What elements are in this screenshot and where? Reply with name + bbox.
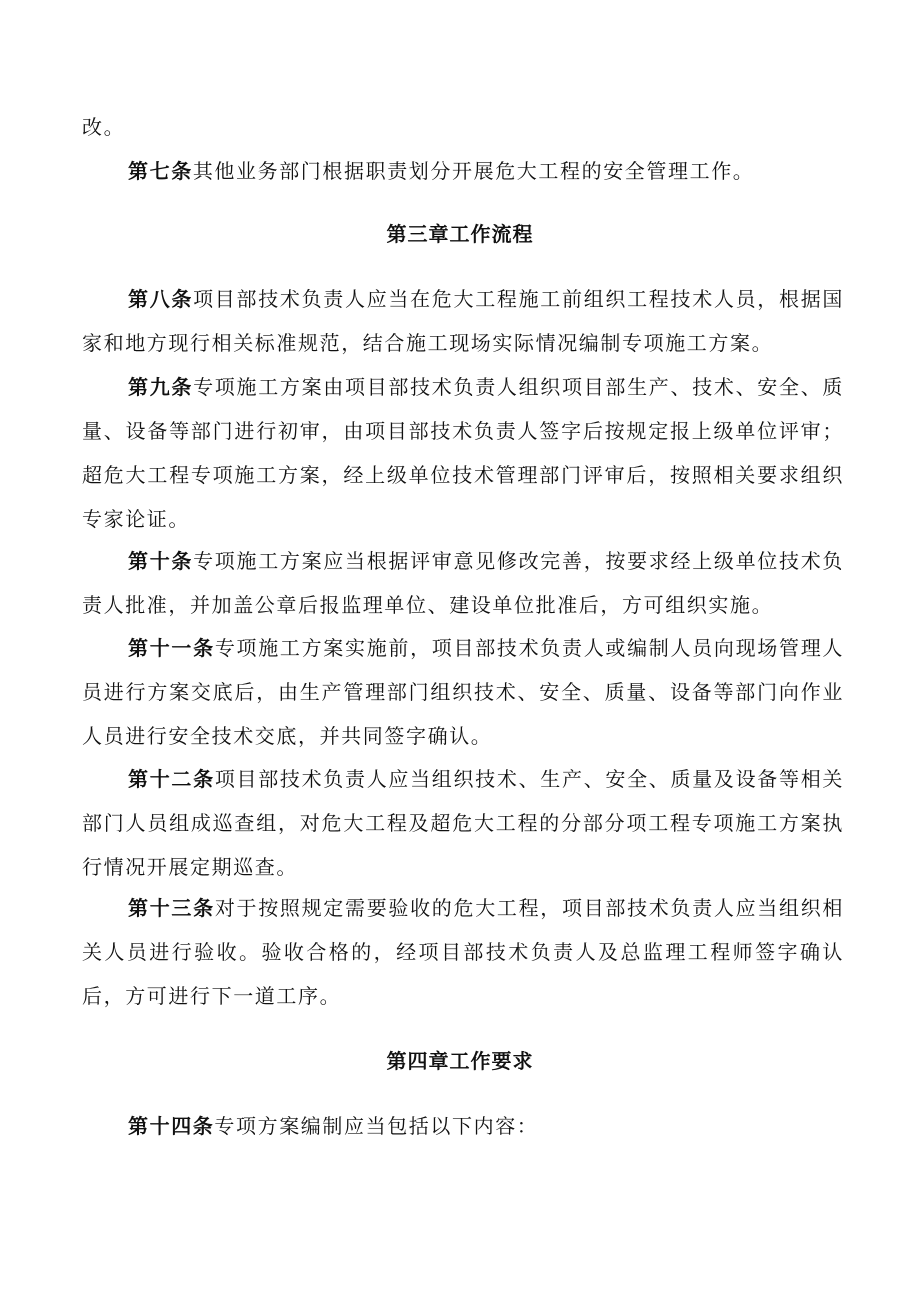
article-14	[82, 1104, 844, 1148]
article-text: 对于按照规定需要验收的危大工程，项目部技术负责人应当组织相关人员进行验收。验收合格的，经项目部技术负责人及总监理工程师签字确认后，方可进行下一道工序。	[82, 896, 845, 1008]
fragment-text: 改。	[82, 115, 126, 139]
chapter-heading-4: 第四章工作要求	[386, 1049, 534, 1073]
article-11	[82, 626, 844, 758]
article-13	[82, 886, 844, 1018]
article-text: 专项方案编制应当包括以下内容：	[214, 1114, 539, 1138]
article-label: 第九条	[128, 375, 194, 399]
article-label: 第十条	[128, 549, 194, 573]
article-text: 专项施工方案实施前，项目部技术负责人或编制人员向现场管理人员进行方案交底后，由生产管理部门组织技术、安全、质量、设备等部门向作业人员进行安全技术交底，并共同签字确认。	[82, 636, 845, 748]
article-text: 其他业务部门根据职责划分开展危大工程的安全管理工作。	[192, 159, 755, 183]
article-7	[82, 149, 844, 193]
article-text: 专项施工方案由项目部技术负责人组织项目部生产、技术、安全、质量、设备等部门进行初审，由项目部技术负责人签字后按规定报上级单位评审；超危大工程专项施工方案，经上级单位技术管理部门评审后，按照相关要求组织专家论证。	[82, 375, 844, 531]
article-text: 项目部技术负责人应当组织技术、生产、安全、质量及设备等相关部门人员组成巡查组，对危大工程及超危大工程的分部分项工程专项施工方案执行情况开展定期巡查。	[82, 767, 845, 879]
article-12	[82, 757, 844, 889]
article-label: 第八条	[128, 287, 194, 311]
article-label: 第十四条	[128, 1114, 215, 1138]
article-text: 项目部技术负责人应当在危大工程施工前组织工程技术人员，根据国家和地方现行相关标准规范，结合施工现场实际情况编制专项施工方案。	[82, 287, 844, 355]
article-8	[82, 277, 844, 365]
article-label: 第十一条	[128, 636, 215, 660]
chapter-heading-3: 第三章工作流程	[386, 222, 534, 246]
article-label: 第十二条	[128, 767, 215, 791]
article-label: 第七条	[128, 159, 193, 183]
article-label: 第十三条	[128, 896, 215, 920]
article-10	[82, 539, 844, 627]
article-9	[82, 365, 844, 541]
article-text: 专项施工方案应当根据评审意见修改完善，按要求经上级单位技术负责人批准，并加盖公章后报监理单位、建设单位批准后，方可组织实施。	[82, 549, 844, 617]
